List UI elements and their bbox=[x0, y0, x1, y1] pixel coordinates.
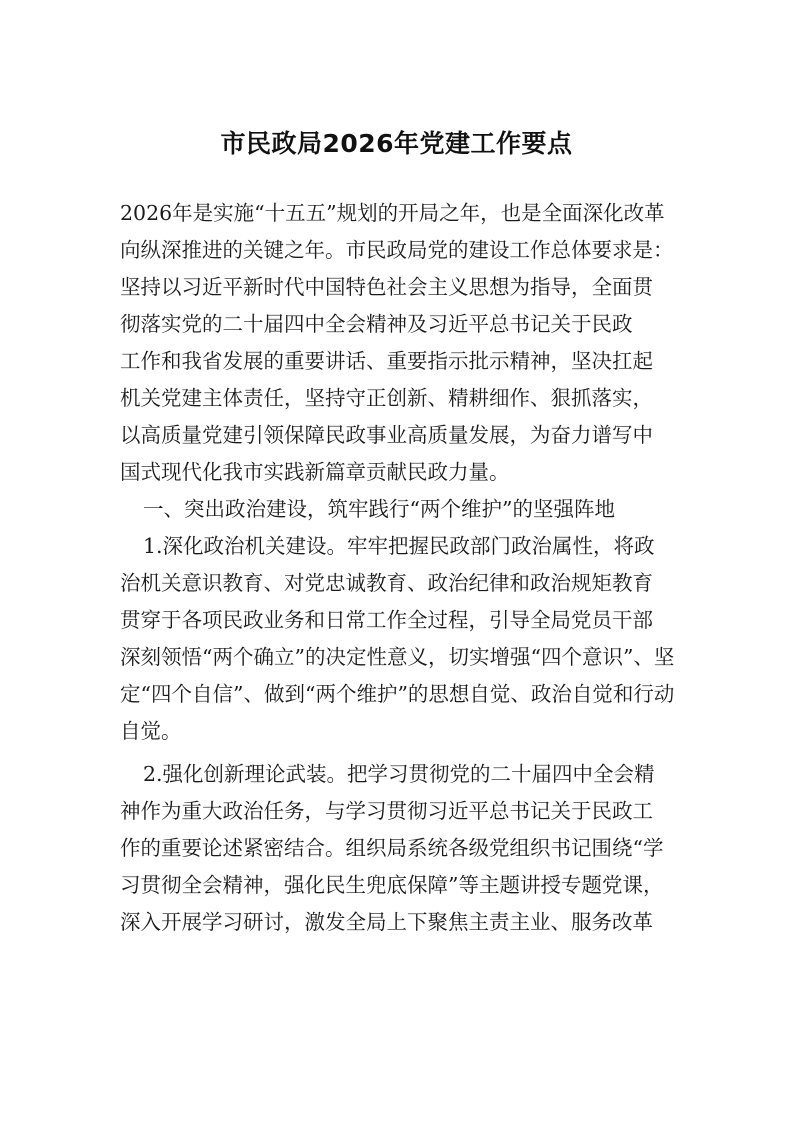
document-title: 市民政局2026年党建工作要点 bbox=[220, 129, 573, 158]
body-line: 以高质量党建引领保障民政事业高质量发展，为奋力谱写中 bbox=[120, 423, 653, 447]
body-line: 神作为重大政治任务，与学习贯彻习近平总书记关于民政工 bbox=[120, 799, 653, 823]
body-line: 2.强化创新理论武装。把学习贯彻党的二十届四中全会精 bbox=[143, 762, 655, 786]
body-line: 自觉。 bbox=[120, 719, 182, 743]
body-line: 向纵深推进的关键之年。市民政局党的建设工作总体要求是： bbox=[120, 238, 674, 262]
body-line: 机关党建主体责任，坚持守正创新、精耕细作、狠抓落实， bbox=[120, 386, 653, 410]
body-line: 彻落实党的二十届四中全会精神及习近平总书记关于民政 bbox=[120, 312, 633, 336]
body-line: 作的重要论述紧密结合。组织局系统各级党组织书记围绕“学 bbox=[120, 836, 664, 860]
body-line: 工作和我省发展的重要讲话、重要指示批示精神，坚决扛起 bbox=[120, 349, 653, 373]
body-line: 2026年是实施“十五五”规划的开局之年，也是全面深化改革 bbox=[120, 201, 665, 225]
body-line: 定“四个自信”、做到“两个维护”的思想自觉、政治自觉和行动 bbox=[120, 682, 675, 706]
body-line: 习贯彻全会精神，强化民生兜底保障”等主题讲授专题党课， bbox=[120, 873, 664, 897]
body-line: 治机关意识教育、对党忠诚教育、政治纪律和政治规矩教育 bbox=[120, 571, 653, 595]
section-heading: 一、突出政治建设，筑牢践行“两个维护”的坚强阵地 bbox=[143, 497, 615, 521]
body-line: 坚持以习近平新时代中国特色社会主义思想为指导，全面贯 bbox=[120, 275, 653, 299]
body-line: 国式现代化我市实践新篇章贡献民政力量。 bbox=[120, 460, 510, 484]
body-line: 贯穿于各项民政业务和日常工作全过程，引导全局党员干部 bbox=[120, 608, 653, 632]
body-line: 深入开展学习研讨，激发全局上下聚焦主责主业、服务改革 bbox=[120, 910, 653, 934]
body-line: 1.深化政治机关建设。牢牢把握民政部门政治属性，将政 bbox=[143, 534, 655, 558]
body-line: 深刻领悟“两个确立”的决定性意义，切实增强“四个意识”、坚 bbox=[120, 645, 675, 669]
